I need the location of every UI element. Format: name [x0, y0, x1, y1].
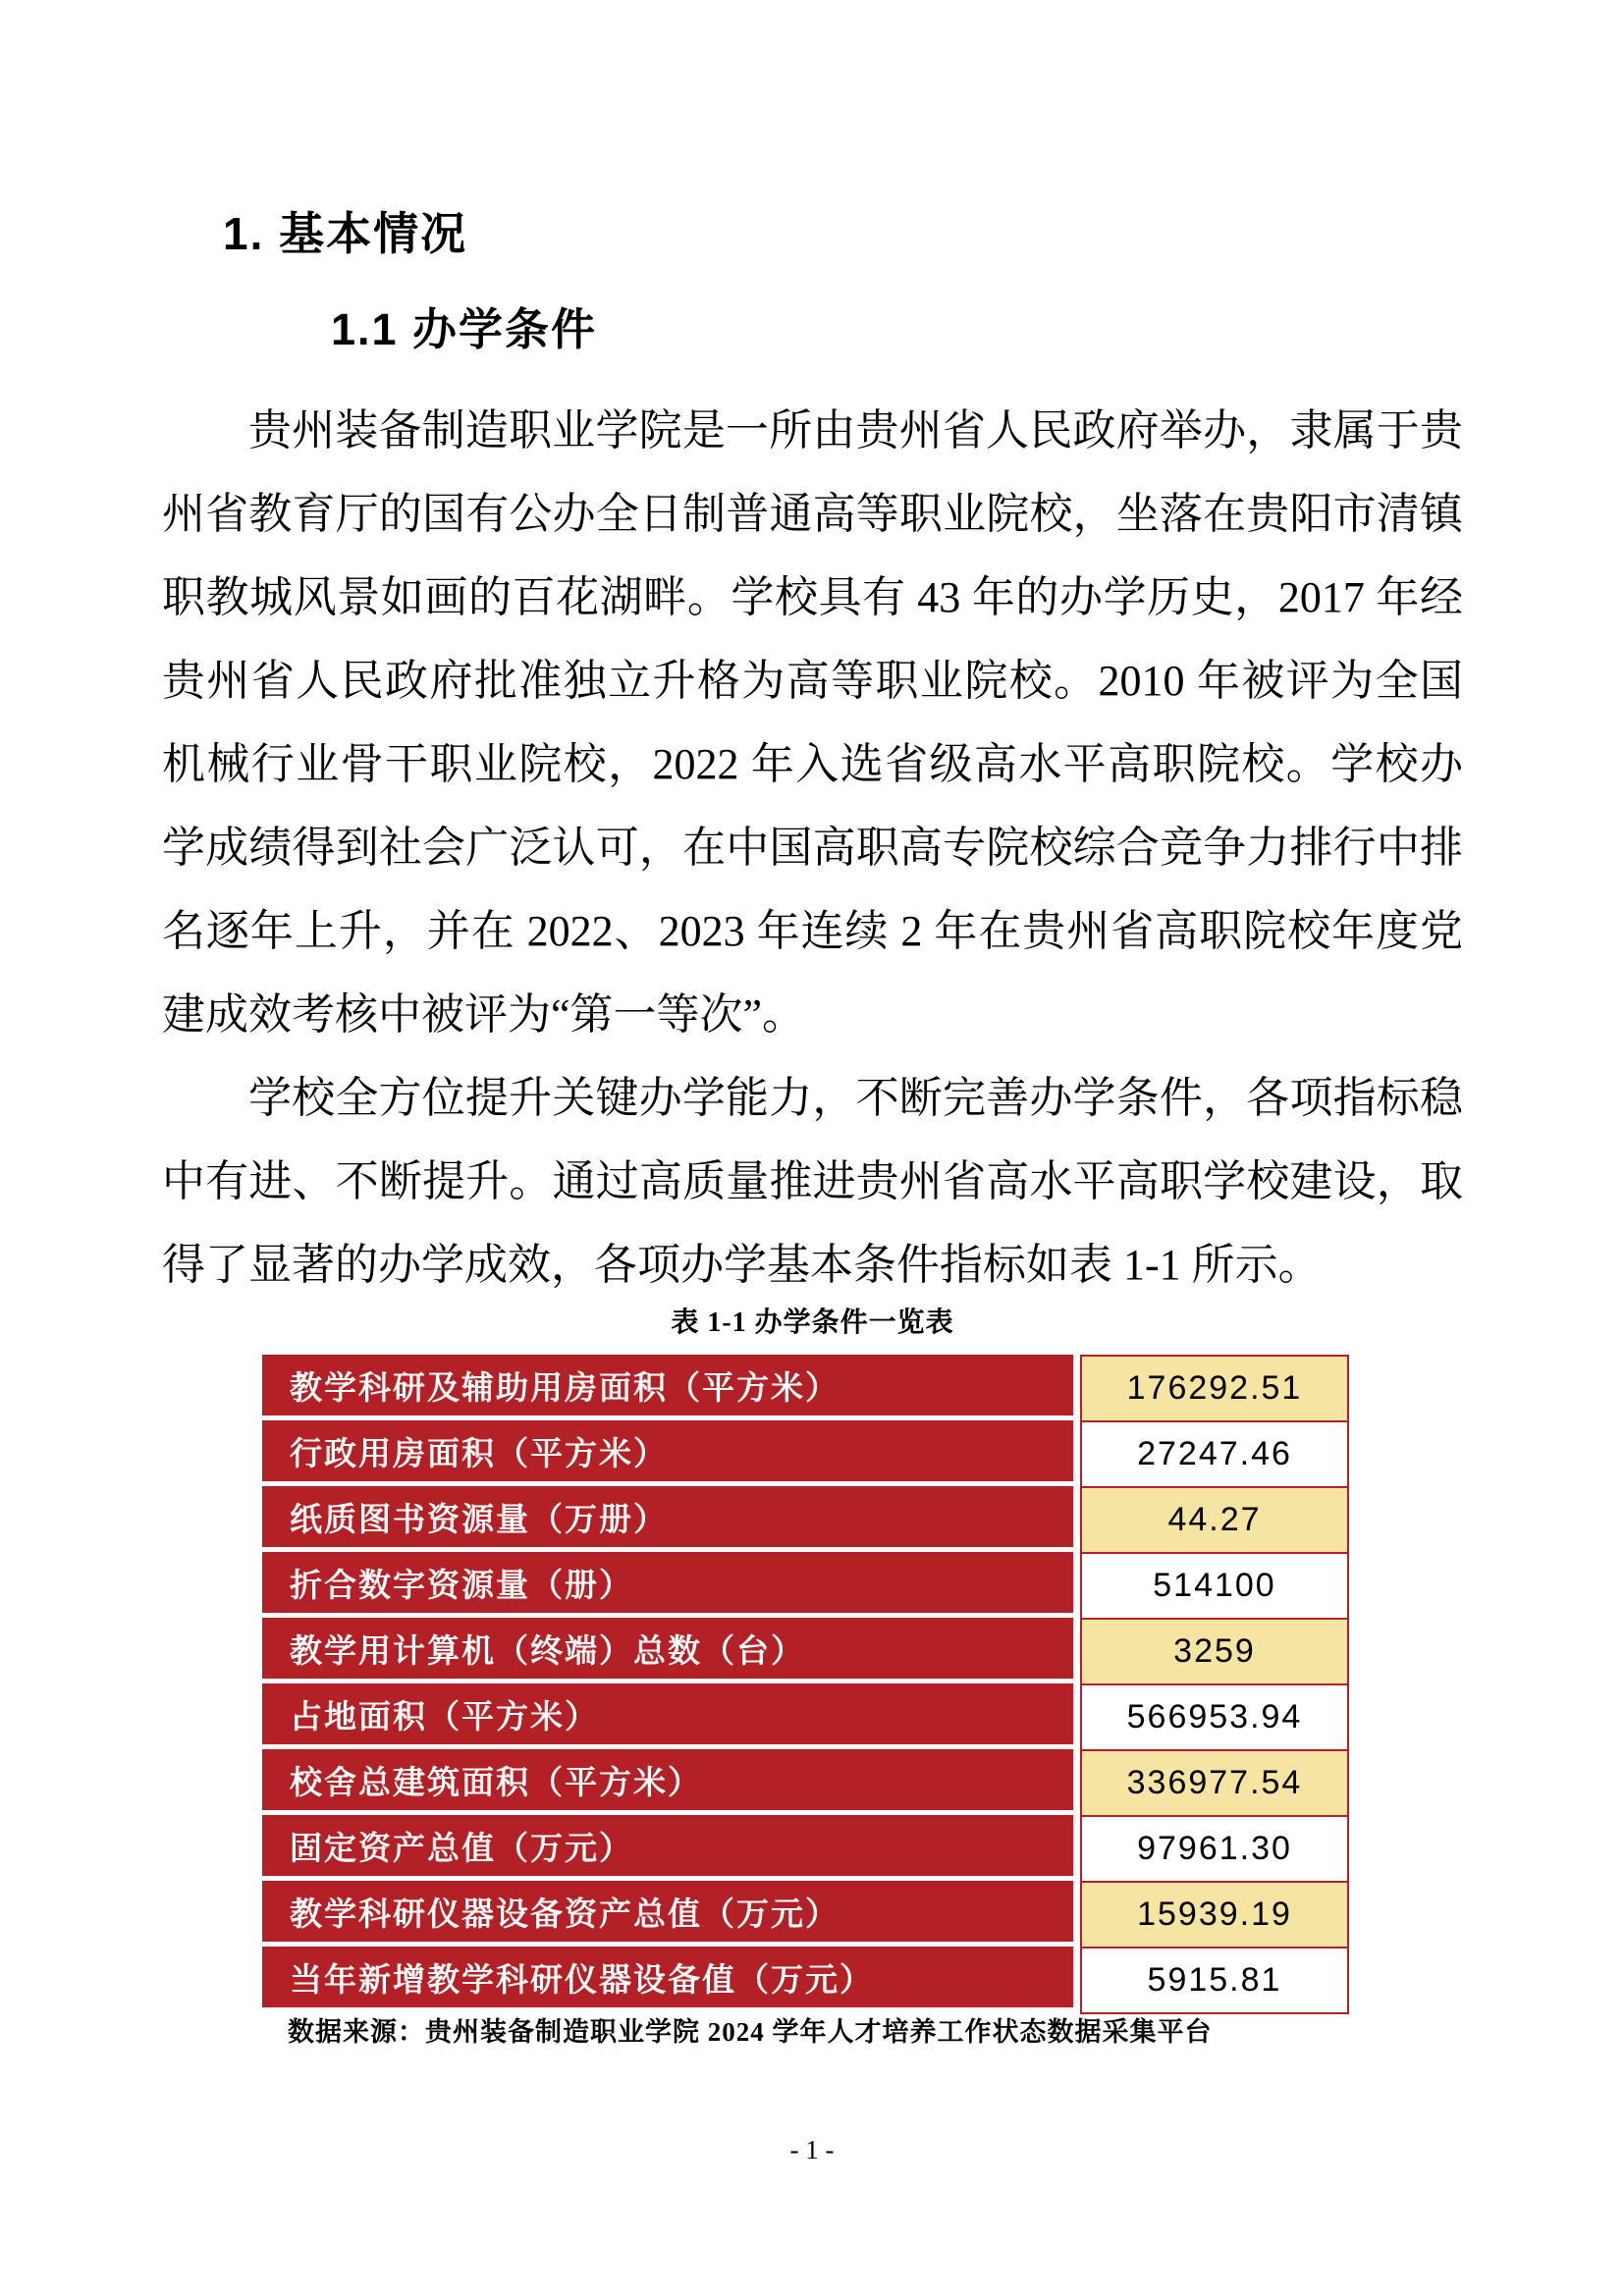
section-heading: 1. 基本情况 [223, 208, 468, 259]
paragraph-line: 贵州装备制造职业学院是一所由贵州省人民政府举办，隶属于贵 [248, 406, 1463, 454]
row-value: 336977.54 [1080, 1749, 1349, 1817]
row-value: 566953.94 [1080, 1683, 1349, 1751]
row-value: 15939.19 [1080, 1881, 1349, 1949]
row-label: 行政用房面积（平方米） [262, 1420, 1073, 1481]
paragraph-line: 名逐年上升，并在 2022、2023 年连续 2 年在贵州省高职院校年度党 [162, 907, 1463, 955]
paragraph-line: 学成绩得到社会广泛认可，在中国高职高专院校综合竞争力排行中排 [162, 824, 1463, 872]
paragraph-line: 学校全方位提升关键办学能力，不断完善办学条件，各项指标稳 [248, 1074, 1463, 1122]
table-label-column [262, 1355, 1073, 2014]
row-value: 176292.51 [1080, 1355, 1349, 1422]
row-value: 27247.46 [1080, 1420, 1349, 1488]
paragraph-line: 州省教育厅的国有公办全日制普通高等职业院校，坐落在贵阳市清镇 [162, 490, 1463, 538]
paragraph-line: 机械行业骨干职业院校，2022 年入选省级高水平高职院校。学校办 [162, 740, 1463, 788]
table-caption: 表 1-1 办学条件一览表 [671, 1308, 954, 1338]
row-label: 固定资产总值（万元） [262, 1815, 1073, 1876]
page-number: - 1 - [789, 2135, 835, 2164]
row-label: 教学用计算机（终端）总数（台） [262, 1618, 1073, 1679]
row-label: 校舍总建筑面积（平方米） [262, 1749, 1073, 1810]
paragraph-line: 贵州省人民政府批准独立升格为高等职业院校。2010 年被评为全国 [162, 657, 1463, 705]
table-value-column [1080, 1355, 1349, 2014]
paragraph-line: 职教城风景如画的百花湖畔。学校具有 43 年的办学历史，2017 年经 [162, 573, 1463, 621]
body-paragraph [162, 389, 1463, 1056]
row-value: 3259 [1080, 1618, 1349, 1685]
row-label: 教学科研仪器设备资产总值（万元） [262, 1881, 1073, 1942]
row-label: 当年新增教学科研仪器设备值（万元） [262, 1947, 1073, 2007]
subsection-heading: 1.1 办学条件 [331, 304, 598, 354]
row-value: 97961.30 [1080, 1815, 1349, 1883]
row-value: 514100 [1080, 1552, 1349, 1620]
paragraph-line: 得了显著的办学成效，各项办学基本条件指标如表 1-1 所示。 [162, 1241, 1322, 1289]
row-label: 占地面积（平方米） [262, 1683, 1073, 1744]
body-paragraph [162, 1056, 1463, 1307]
row-label: 纸质图书资源量（万册） [262, 1486, 1073, 1547]
conditions-table [262, 1355, 1349, 2014]
data-source-note: 数据来源：贵州装备制造职业学院 2024 学年人才培养工作状态数据采集平台 [288, 2017, 1213, 2047]
paragraph-line: 中有进、不断提升。通过高质量推进贵州省高水平高职学校建设，取 [162, 1157, 1463, 1205]
row-value: 5915.81 [1080, 1947, 1349, 2014]
row-value: 44.27 [1080, 1486, 1349, 1554]
row-label: 教学科研及辅助用房面积（平方米） [262, 1355, 1073, 1415]
row-label: 折合数字资源量（册） [262, 1552, 1073, 1613]
paragraph-line: 建成效考核中被评为“第一等次”。 [162, 990, 806, 1039]
